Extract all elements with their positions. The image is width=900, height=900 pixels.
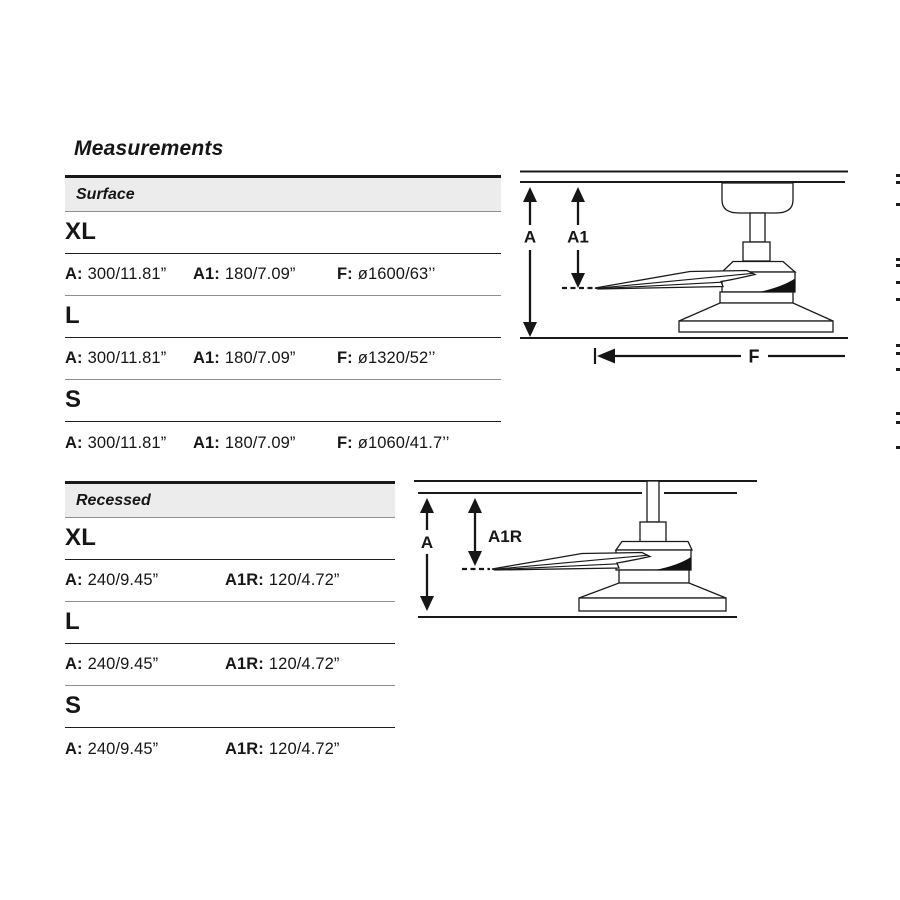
dimension-label-a: A [420, 533, 434, 552]
arrowhead-up [523, 187, 537, 202]
arrowhead-down [523, 322, 537, 337]
size-label-s: S [65, 386, 82, 413]
dim-a: A: 300/11.81” [65, 433, 167, 452]
surface-data-row-l [65, 338, 501, 380]
arrowhead-up [571, 187, 585, 202]
dimension-label-a1r: A1R [488, 527, 523, 546]
dim-a: A: 240/9.45” [65, 739, 159, 758]
arrowhead-down [571, 273, 585, 288]
surface-table-header-label: Surface [76, 185, 135, 203]
recessed-data-row-s [65, 728, 395, 770]
dim-a1r: A1R: 120/4.72” [225, 655, 340, 673]
dim-a1: A1: 180/7.09” [193, 265, 296, 283]
page-title: Measurements [74, 137, 224, 160]
arrowhead-up [420, 498, 434, 513]
fan-light-cone [679, 303, 833, 321]
fan-downrod [647, 481, 659, 522]
fan-light-cone [579, 583, 726, 598]
recessed-mount-diagram [410, 478, 765, 628]
dim-a1r: A1R: 120/4.72” [225, 739, 340, 758]
recessed-size-row-s [65, 686, 395, 728]
dimension-f [595, 347, 845, 367]
fan-downrod [750, 213, 765, 242]
dim-a: A: 240/9.45” [65, 655, 159, 673]
fan-body-band [720, 292, 793, 303]
size-label-l: L [65, 302, 80, 329]
fan-rod-coupler [640, 522, 666, 542]
arrowhead-down [420, 596, 434, 611]
dim-a: A: 240/9.45” [65, 571, 159, 589]
dimension-a1r [468, 498, 522, 566]
surface-measurements-table [65, 175, 501, 464]
arrowhead-up [468, 498, 482, 513]
dimension-a1 [567, 187, 589, 288]
dimension-a [420, 498, 434, 611]
surface-size-row-l [65, 296, 501, 338]
size-label-xl: XL [65, 218, 97, 245]
arrowhead-left [597, 349, 615, 364]
surface-size-row-s [65, 380, 501, 422]
recessed-table-header [65, 481, 395, 518]
dim-a1r: A1R: 120/4.72” [225, 571, 340, 589]
dim-a1: A1: 180/7.09” [193, 433, 296, 452]
fan-cone-rim [679, 321, 833, 332]
recessed-size-row-l [65, 602, 395, 644]
surface-table-header [65, 175, 501, 212]
dim-f: F: ø1060/41.7’’ [337, 433, 450, 452]
dim-a: A: 300/11.81” [65, 349, 167, 367]
recessed-measurements-table [65, 481, 395, 770]
fan-rod-coupler [743, 242, 770, 261]
surface-data-row-s [65, 422, 501, 464]
dimension-a [523, 187, 537, 337]
recessed-data-row-xl [65, 560, 395, 602]
size-label-l: L [65, 608, 80, 635]
fan-body-band [619, 570, 689, 583]
dim-a: A: 300/11.81” [65, 265, 167, 283]
recessed-size-row-xl [65, 518, 395, 560]
surface-size-row-xl [65, 212, 501, 254]
dim-f: F: ø1600/63’’ [337, 265, 436, 283]
recessed-table-header-label: Recessed [76, 491, 151, 509]
fan-drawing [492, 481, 726, 611]
arrowhead-down [468, 551, 482, 566]
dim-f: F: ø1320/52’’ [337, 349, 436, 367]
dimension-label-f: F [748, 346, 760, 367]
dimension-label-a1: A1 [567, 227, 589, 247]
fan-drawing [595, 183, 833, 332]
recessed-data-row-l [65, 644, 395, 686]
surface-mount-diagram [505, 170, 860, 370]
fan-cone-rim [579, 598, 726, 611]
fan-motor-top [616, 542, 692, 551]
dimension-label-a: A [523, 227, 537, 247]
size-label-xl: XL [65, 524, 97, 551]
dim-a1: A1: 180/7.09” [193, 349, 296, 367]
surface-data-row-xl [65, 254, 501, 296]
size-label-s: S [65, 692, 82, 719]
fan-canopy [722, 183, 793, 213]
